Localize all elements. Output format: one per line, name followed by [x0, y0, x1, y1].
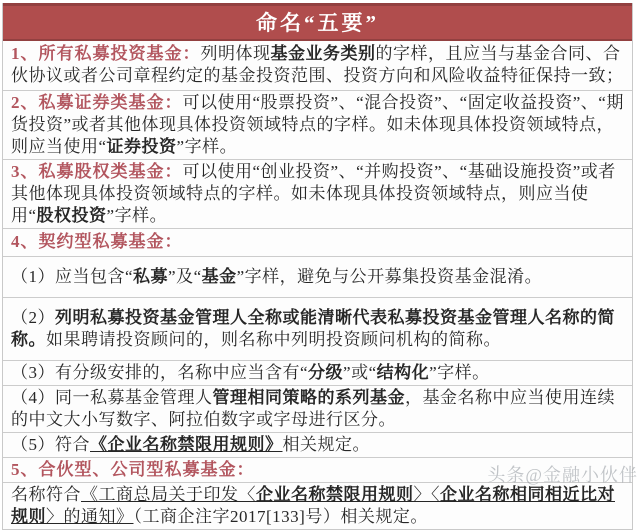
rule-4-item-1 — [3, 256, 632, 297]
rule-text: 〉〈 — [413, 485, 440, 504]
rule-text: 可以使用“股票投资”、“混合投资”、“固定收益投资”、“期货投资”或者其他体现具体投资领域特点的字样。如未体现具体投资领域特点，则应当使用“ — [11, 93, 624, 156]
rule-text: 可以使用“创业投资”、“并购投资”、“基础设施投资”或者其他体现具体投资领域特点的字样。如未体现具体投资领域特点，则应当使用“ — [11, 162, 616, 225]
rule-2-securities-funds — [3, 90, 632, 159]
rule-5-partnership-company-funds — [3, 457, 632, 482]
rule-text: ”字样。 — [429, 363, 490, 382]
rule-text: ”及“ — [168, 267, 202, 286]
rule-text: 股权投资 — [36, 206, 107, 225]
rule-text: （1）应当包含“ — [11, 267, 134, 286]
rule-3-equity-funds — [3, 159, 632, 228]
rule-4-item-4 — [3, 385, 632, 432]
rule-text: （工商企注字2017[133]号）相关规定。 — [133, 507, 428, 526]
naming-rules-table — [2, 3, 633, 530]
rule-text: 私募 — [133, 267, 169, 286]
rule-text: 管理相同策略的系列基金 — [212, 388, 405, 407]
rule-text: 〉的通知》 — [46, 507, 134, 526]
rule-text: 证券投资 — [106, 137, 177, 156]
rule-text: 结构化 — [376, 363, 430, 382]
rule-text: 基金 — [201, 267, 237, 286]
rule-text: 相关规定。 — [282, 435, 370, 454]
rule-label: 4、契约型私募基金： — [11, 232, 183, 251]
rule-text: 列明私募投资基金管理人全称或能清晰代表私募投资基金管理人名称的简称。 — [11, 308, 615, 349]
rule-text: ”字样。 — [106, 206, 168, 225]
rule-text: ”字样，避免与公开募集投资基金混淆。 — [236, 267, 543, 286]
watermark: 头条@金融小伙伴 — [487, 465, 638, 485]
rule-text: 企业名称禁限用规则 — [256, 485, 414, 504]
rule-text: 列明体现 — [200, 44, 271, 63]
rule-5-body — [3, 482, 632, 529]
rule-label: 3、私募股权类基金： — [11, 162, 183, 181]
rule-label: 1、所有私募投资基金： — [11, 44, 201, 63]
rule-4-item-2 — [3, 297, 632, 360]
rule-text: ，基金名称中应当使用连续的中文大小写数字、阿拉伯数字或字母进行区分。 — [11, 388, 615, 429]
rule-text: 分级 — [308, 363, 344, 382]
rule-text: 名称符合 — [11, 485, 81, 504]
rule-label: 5、合伙型、公司型私募基金： — [11, 460, 255, 479]
rule-text: ”或“ — [343, 363, 377, 382]
rule-text: 如果聘请投资顾问的，则名称中列明投资顾问机构的简称。 — [46, 330, 501, 349]
rule-4-item-3 — [3, 360, 632, 385]
rule-text: ”字样。 — [176, 137, 238, 156]
rule-text: 基金业务类别 — [270, 44, 376, 63]
rule-text: （3）有分级安排的，名称中应当含有“ — [11, 363, 309, 382]
rule-4-contract-funds — [3, 228, 632, 256]
rule-text: 《工商总局关于印发〈 — [81, 485, 256, 504]
rule-text: （5）符合 — [11, 435, 90, 454]
rules-table-body — [3, 41, 632, 529]
rule-label: 2、私募证券类基金： — [11, 93, 183, 112]
rule-text: 的字样，且应当与基金合同、合伙协议或者公司章程约定的基金投资范围、投资方向和风险收益特征保持一致； — [11, 44, 624, 85]
rule-text: （4）同一私募基金管理人 — [11, 388, 213, 407]
rule-text: （2） — [11, 308, 55, 327]
rule-text: 企业名称相同相近比对规则 — [11, 485, 615, 526]
table-title: 命名“五要” — [3, 3, 632, 41]
rule-1-all-private-funds — [3, 41, 632, 90]
rule-4-item-5 — [3, 432, 632, 457]
rule-text: 《企业名称禁限用规则》 — [90, 435, 283, 454]
